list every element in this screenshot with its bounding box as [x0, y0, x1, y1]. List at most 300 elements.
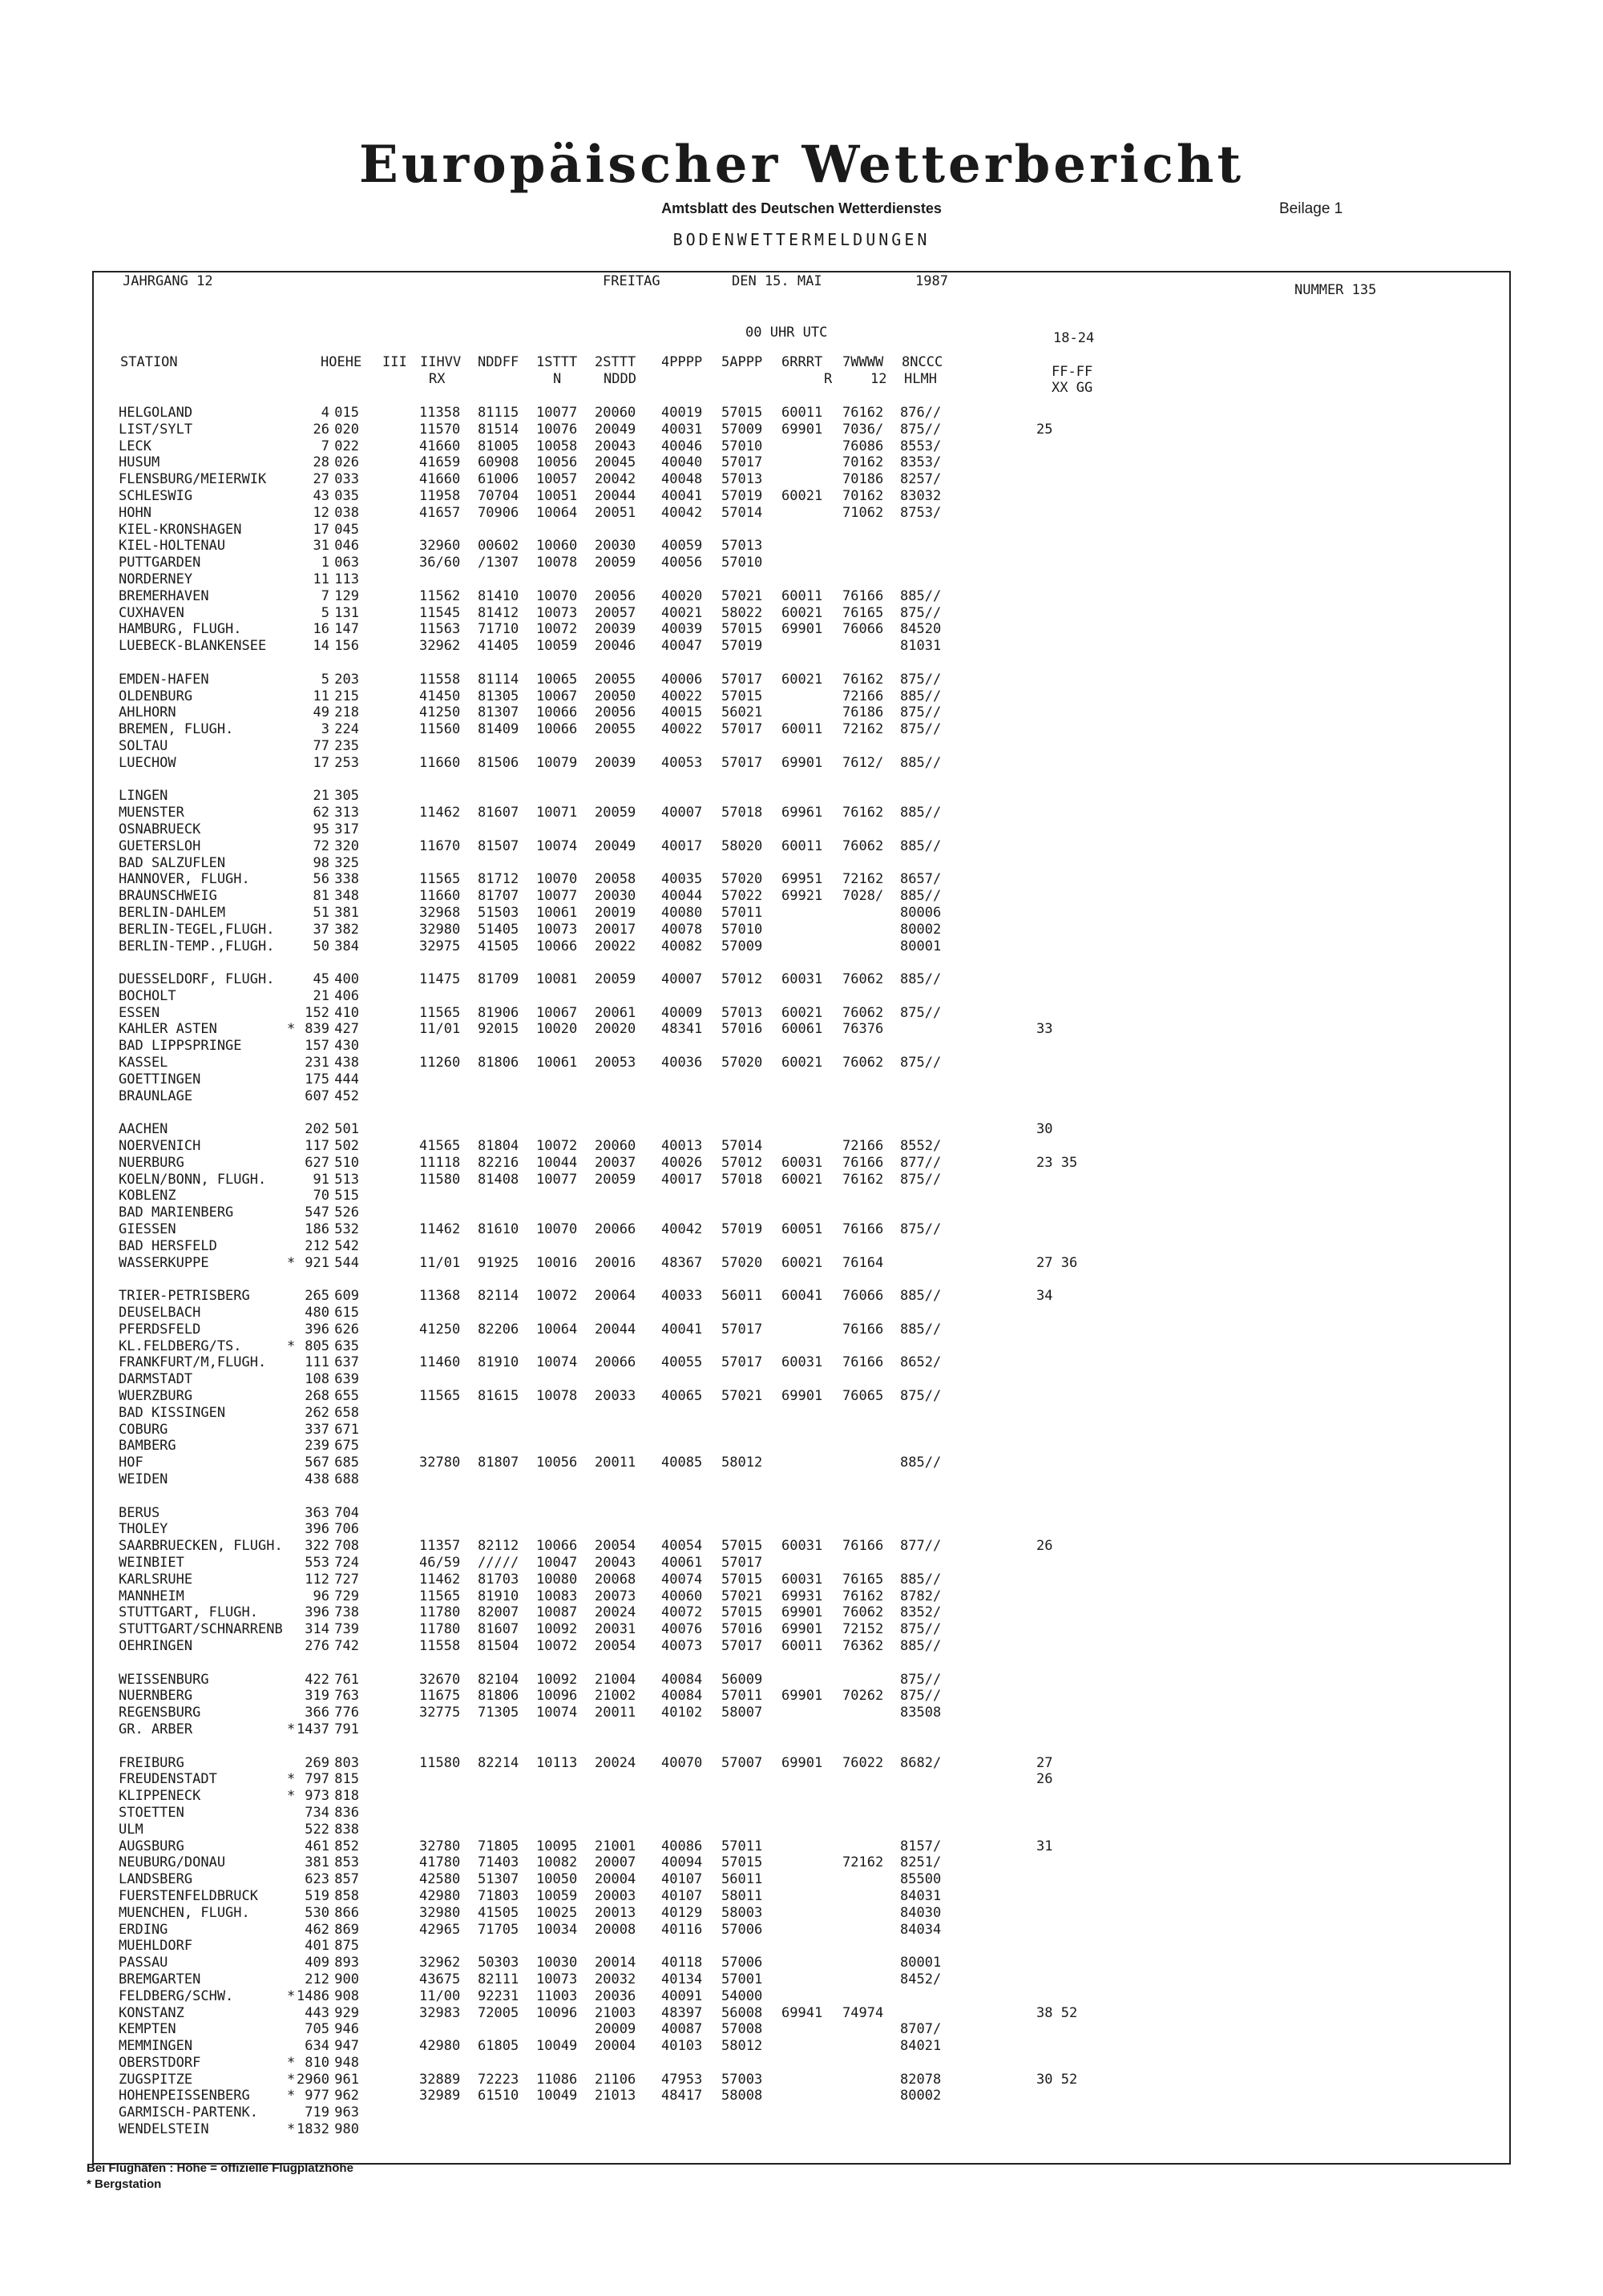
nccc8-cell: 885// [900, 1321, 942, 1338]
sttt1-cell: 10025 [536, 1904, 578, 1921]
iii-cell: 727 [334, 1571, 359, 1588]
hoehe-cell: 396 [305, 1604, 329, 1621]
pppp4-cell: 40022 [661, 721, 703, 738]
sttt2-cell: 20007 [595, 1854, 636, 1871]
sttt1-cell: 10064 [536, 1321, 578, 1338]
nccc8-cell: 875// [900, 1688, 942, 1705]
wwww7-cell: 76166 [842, 1154, 884, 1171]
hoehe-cell: 231 [305, 1055, 329, 1071]
iihvv-cell: 46/59 [419, 1554, 461, 1571]
hoehe-cell: 314 [305, 1621, 329, 1638]
nddff-cell: 81610 [478, 1221, 519, 1238]
iihvv-cell: 11118 [419, 1154, 461, 1171]
nddff-cell: 51307 [478, 1871, 519, 1888]
hoehe-cell: 95 [313, 821, 329, 837]
nddff-cell: 82007 [478, 1604, 519, 1621]
hoehe-cell: 462 [305, 1921, 329, 1938]
wwww7-cell: 7028/ [842, 888, 884, 905]
iihvv-cell: 11570 [419, 421, 461, 438]
nccc8-cell: 84021 [900, 2038, 942, 2055]
appp5-cell: 57021 [721, 587, 763, 604]
iihvv-cell: 11560 [419, 721, 461, 738]
hoehe-cell: 111 [305, 1354, 329, 1371]
col-8nccc-sub: HLMH [904, 371, 937, 387]
iii-cell: 724 [334, 1554, 359, 1571]
pppp4-cell: 40094 [661, 1854, 703, 1871]
station-name-cell: BAMBERG [119, 1438, 176, 1455]
ff-gg-cell: 33 [1036, 1021, 1053, 1038]
nddff-cell: 71805 [478, 1838, 519, 1854]
pppp4-cell: 40006 [661, 671, 703, 688]
iii-cell: 542 [334, 1237, 359, 1254]
iihvv-cell: 11462 [419, 1571, 461, 1588]
nccc8-cell: 8553/ [900, 438, 942, 454]
iii-cell: 384 [334, 938, 359, 954]
nddff-cell: 81115 [478, 405, 519, 421]
col-2sttt-sub: NDDD [604, 371, 636, 387]
pppp4-cell: 40019 [661, 405, 703, 421]
iihvv-cell: 32780 [419, 1838, 461, 1854]
sttt1-cell: 10020 [536, 1021, 578, 1038]
wwww7-cell: 7036/ [842, 421, 884, 438]
appp5-cell: 56009 [721, 1671, 763, 1688]
iihvv-cell: 32962 [419, 638, 461, 655]
iii-cell: 381 [334, 904, 359, 921]
wwww7-cell: 70186 [842, 471, 884, 488]
nccc8-cell: 8257/ [900, 471, 942, 488]
nddff-cell: 82111 [478, 1971, 519, 1987]
pppp4-cell: 40017 [661, 837, 703, 854]
nccc8-cell: 875// [900, 1004, 942, 1021]
iihvv-cell: 32775 [419, 1705, 461, 1721]
rrrt6-cell: 60011 [781, 837, 823, 854]
nccc8-cell: 83032 [900, 487, 942, 504]
pppp4-cell: 40134 [661, 1971, 703, 1987]
appp5-cell: 57010 [721, 921, 763, 938]
rrrt6-cell: 69901 [781, 1604, 823, 1621]
nddff-cell: 50303 [478, 1955, 519, 1971]
pppp4-cell: 40031 [661, 421, 703, 438]
station-name-cell: KASSEL [119, 1055, 168, 1071]
mountain-marker-cell: * [287, 1721, 296, 1737]
sttt2-cell: 20058 [595, 871, 636, 888]
rrrt6-cell: 69951 [781, 871, 823, 888]
mountain-marker-cell: * [287, 2088, 296, 2104]
sttt1-cell: 10066 [536, 721, 578, 738]
ff-gg-cell: 25 [1036, 421, 1053, 438]
hoehe-cell: 51 [313, 904, 329, 921]
station-name-cell: NOERVENICH [119, 1138, 201, 1155]
nddff-cell: 81712 [478, 871, 519, 888]
iii-cell: 020 [334, 421, 359, 438]
mountain-marker-cell: * [287, 1771, 296, 1788]
hoehe-cell: 1 [321, 555, 329, 571]
col-7wwww-sub: 12 [870, 371, 887, 387]
station-name-cell: CUXHAVEN [119, 604, 184, 621]
pppp4-cell: 40118 [661, 1955, 703, 1971]
pppp4-cell: 40073 [661, 1637, 703, 1654]
station-name-cell: FELDBERG/SCHW. [119, 1987, 234, 2004]
hoehe-cell: 117 [305, 1138, 329, 1155]
nddff-cell: 81615 [478, 1388, 519, 1405]
hoehe-cell: 269 [305, 1754, 329, 1771]
nddff-cell: 81307 [478, 704, 519, 721]
nddff-cell: 81910 [478, 1354, 519, 1371]
sttt2-cell: 20016 [595, 1254, 636, 1271]
col-iihvv: IIHVV [420, 354, 462, 370]
hoehe-cell: 409 [305, 1955, 329, 1971]
hoehe-cell: 734 [305, 1804, 329, 1821]
appp5-cell: 57013 [721, 538, 763, 555]
station-name-cell: COBURG [119, 1421, 168, 1438]
iii-cell: 444 [334, 1071, 359, 1087]
appp5-cell: 58012 [721, 1455, 763, 1471]
nddff-cell: 81906 [478, 1004, 519, 1021]
iihvv-cell: 11558 [419, 1637, 461, 1654]
station-name-cell: HELGOLAND [119, 405, 193, 421]
station-name-cell: GR. ARBER [119, 1721, 193, 1737]
appp5-cell: 58007 [721, 1705, 763, 1721]
pppp4-cell: 40039 [661, 621, 703, 638]
nccc8-cell: 82078 [900, 2071, 942, 2088]
hoehe-cell: 212 [305, 1237, 329, 1254]
pppp4-cell: 40042 [661, 504, 703, 521]
hoehe-cell: 91 [313, 1171, 329, 1188]
pppp4-cell: 40048 [661, 471, 703, 488]
iihvv-cell: 11260 [419, 1055, 461, 1071]
sttt2-cell: 20011 [595, 1705, 636, 1721]
iihvv-cell: 32980 [419, 921, 461, 938]
sttt2-cell: 20008 [595, 1921, 636, 1938]
iihvv-cell: 41450 [419, 688, 461, 704]
iii-cell: 688 [334, 1471, 359, 1487]
sttt1-cell: 10072 [536, 1637, 578, 1654]
hoehe-cell: 7 [321, 587, 329, 604]
station-name-cell: ERDING [119, 1921, 168, 1938]
nddff-cell: 61805 [478, 2038, 519, 2055]
nccc8-cell: 8353/ [900, 454, 942, 471]
iii-cell: 338 [334, 871, 359, 888]
hoehe-cell: 461 [305, 1838, 329, 1854]
appp5-cell: 57016 [721, 1621, 763, 1638]
nddff-cell: /1307 [478, 555, 519, 571]
sttt1-cell: 10080 [536, 1571, 578, 1588]
hoehe-cell: 567 [305, 1455, 329, 1471]
sttt1-cell: 10078 [536, 555, 578, 571]
iii-cell: 962 [334, 2088, 359, 2104]
pppp4-cell: 40017 [661, 1171, 703, 1188]
iii-cell: 320 [334, 837, 359, 854]
station-name-cell: HUSUM [119, 454, 160, 471]
nccc8-cell: 80001 [900, 1955, 942, 1971]
sttt2-cell: 20017 [595, 921, 636, 938]
sttt2-cell: 20032 [595, 1971, 636, 1987]
nddff-cell: 71305 [478, 1705, 519, 1721]
mountain-marker-cell: * [287, 1788, 296, 1805]
station-name-cell: BAD LIPPSPRINGE [119, 1038, 242, 1055]
sttt2-cell: 20014 [595, 1955, 636, 1971]
sttt2-cell: 20059 [595, 555, 636, 571]
iii-cell: 639 [334, 1371, 359, 1388]
nccc8-cell: 81031 [900, 638, 942, 655]
mountain-marker-cell: * [287, 2121, 296, 2138]
hoehe-cell: 401 [305, 1938, 329, 1955]
iihvv-cell: 11/00 [419, 1987, 461, 2004]
sttt2-cell: 20003 [595, 1887, 636, 1904]
iihvv-cell: 41659 [419, 454, 461, 471]
station-name-cell: FREUDENSTADT [119, 1771, 217, 1788]
hoehe-cell: 45 [313, 971, 329, 988]
appp5-cell: 58020 [721, 837, 763, 854]
hoehe-cell: 522 [305, 1821, 329, 1838]
nddff-cell: 81305 [478, 688, 519, 704]
iii-cell: 615 [334, 1305, 359, 1322]
iihvv-cell: 11675 [419, 1688, 461, 1705]
wwww7-cell: 76162 [842, 1588, 884, 1604]
iihvv-cell: 11580 [419, 1754, 461, 1771]
rrrt6-cell: 60011 [781, 1637, 823, 1654]
col-1sttt-sub: N [553, 371, 562, 387]
hoehe-cell: 31 [313, 538, 329, 555]
hoehe-cell: 627 [305, 1154, 329, 1171]
station-name-cell: SAARBRUECKEN, FLUGH. [119, 1538, 283, 1555]
sttt2-cell: 20055 [595, 721, 636, 738]
hoehe-cell: 77 [313, 737, 329, 754]
hoehe-cell: 973 [305, 1788, 329, 1805]
nddff-cell: 92231 [478, 1987, 519, 2004]
station-name-cell: BAD HERSFELD [119, 1237, 217, 1254]
hoehe-cell: 37 [313, 921, 329, 938]
hoehe-cell: 265 [305, 1288, 329, 1305]
sttt1-cell: 10076 [536, 421, 578, 438]
hoehe-cell: 108 [305, 1371, 329, 1388]
hoehe-cell: 319 [305, 1688, 329, 1705]
pppp4-cell: 48367 [661, 1254, 703, 1271]
hoehe-cell: 322 [305, 1538, 329, 1555]
issue-number: NUMMER 135 [1294, 282, 1377, 298]
appp5-cell: 57017 [721, 1637, 763, 1654]
sttt1-cell: 10070 [536, 587, 578, 604]
hoehe-cell: 3 [321, 721, 329, 738]
hoehe-cell: 21 [313, 987, 329, 1004]
station-name-cell: STUTTGART, FLUGH. [119, 1604, 258, 1621]
iihvv-cell: 11660 [419, 754, 461, 771]
ff-gg-cell: 26 [1036, 1538, 1053, 1555]
wwww7-cell: 76162 [842, 1171, 884, 1188]
iihvv-cell: 11660 [419, 888, 461, 905]
sttt2-cell: 20031 [595, 1621, 636, 1638]
col-7wwww: 7WWWW [842, 354, 884, 370]
sttt1-cell: 10066 [536, 938, 578, 954]
sttt2-cell: 20039 [595, 621, 636, 638]
rrrt6-cell: 60011 [781, 721, 823, 738]
iii-cell: 893 [334, 1955, 359, 1971]
nccc8-cell: 8682/ [900, 1754, 942, 1771]
iii-cell: 502 [334, 1138, 359, 1155]
pppp4-cell: 40074 [661, 1571, 703, 1588]
nddff-cell: 51405 [478, 921, 519, 938]
rrrt6-cell: 69961 [781, 805, 823, 821]
appp5-cell: 57015 [721, 405, 763, 421]
nddff-cell: 51503 [478, 904, 519, 921]
nddff-cell: 00602 [478, 538, 519, 555]
station-name-cell: HAMBURG, FLUGH. [119, 621, 242, 638]
hoehe-cell: 443 [305, 2004, 329, 2021]
sttt2-cell: 20055 [595, 671, 636, 688]
sttt2-cell: 20059 [595, 805, 636, 821]
iii-cell: 218 [334, 704, 359, 721]
pppp4-cell: 40040 [661, 454, 703, 471]
wwww7-cell: 76162 [842, 671, 884, 688]
rrrt6-cell: 69901 [781, 421, 823, 438]
observation-time: 00 UHR UTC [745, 325, 828, 341]
pppp4-cell: 48417 [661, 2088, 703, 2104]
iii-cell: 532 [334, 1221, 359, 1238]
nccc8-cell: 875// [900, 1621, 942, 1638]
station-name-cell: BRAUNLAGE [119, 1087, 193, 1104]
col-nddff: NDDFF [478, 354, 519, 370]
sttt2-cell: 20020 [595, 1021, 636, 1038]
sttt1-cell: 10072 [536, 1138, 578, 1155]
iii-cell: 015 [334, 405, 359, 421]
nccc8-cell: 877// [900, 1538, 942, 1555]
appp5-cell: 57015 [721, 1538, 763, 1555]
nccc8-cell: 885// [900, 1571, 942, 1588]
hoehe-cell: 547 [305, 1204, 329, 1221]
pppp4-cell: 40059 [661, 538, 703, 555]
hoehe-cell: 366 [305, 1705, 329, 1721]
appp5-cell: 57014 [721, 1138, 763, 1155]
wwww7-cell: 76022 [842, 1754, 884, 1771]
nddff-cell: 71403 [478, 1854, 519, 1871]
station-name-cell: LECK [119, 438, 151, 454]
iihvv-cell: 11565 [419, 871, 461, 888]
pppp4-cell: 40086 [661, 1838, 703, 1854]
nddff-cell: 81514 [478, 421, 519, 438]
ff-gg-cell: 27 [1036, 1754, 1053, 1771]
nccc8-cell: 8251/ [900, 1854, 942, 1871]
iii-cell: 655 [334, 1388, 359, 1405]
iii-cell: 253 [334, 754, 359, 771]
sttt2-cell: 21004 [595, 1671, 636, 1688]
hoehe-cell: 16 [313, 621, 329, 638]
station-name-cell: KL.FELDBERG/TS. [119, 1338, 242, 1354]
appp5-cell: 57009 [721, 938, 763, 954]
station-name-cell: HOHN [119, 504, 151, 521]
station-name-cell: KOELN/BONN, FLUGH. [119, 1171, 267, 1188]
iii-cell: 900 [334, 1971, 359, 1987]
appp5-cell: 57006 [721, 1955, 763, 1971]
sttt2-cell: 20042 [595, 471, 636, 488]
wwww7-cell: 76166 [842, 1538, 884, 1555]
sttt2-cell: 20057 [595, 604, 636, 621]
iihvv-cell: 32670 [419, 1671, 461, 1688]
sttt2-cell: 20044 [595, 1321, 636, 1338]
iii-cell: 156 [334, 638, 359, 655]
station-name-cell: PASSAU [119, 1955, 168, 1971]
appp5-cell: 54000 [721, 1987, 763, 2004]
sttt2-cell: 20030 [595, 538, 636, 555]
appp5-cell: 57020 [721, 1254, 763, 1271]
iii-cell: 729 [334, 1588, 359, 1604]
wwww7-cell: 76376 [842, 1021, 884, 1038]
nccc8-cell: 885// [900, 1455, 942, 1471]
nccc8-cell: 8707/ [900, 2021, 942, 2038]
pppp4-cell: 48397 [661, 2004, 703, 2021]
sttt1-cell: 10049 [536, 2088, 578, 2104]
station-name-cell: KIEL-KRONSHAGEN [119, 521, 242, 538]
sttt1-cell: 10066 [536, 1538, 578, 1555]
wwww7-cell: 76162 [842, 805, 884, 821]
pppp4-cell: 40020 [661, 587, 703, 604]
nddff-cell: 70906 [478, 504, 519, 521]
hoehe-cell: 157 [305, 1038, 329, 1055]
wwww7-cell: 76166 [842, 1221, 884, 1238]
iii-cell: 325 [334, 854, 359, 871]
iii-cell: 427 [334, 1021, 359, 1038]
station-name-cell: BERLIN-TEGEL,FLUGH. [119, 921, 275, 938]
pppp4-cell: 40055 [661, 1354, 703, 1371]
sttt2-cell: 20060 [595, 1138, 636, 1155]
nddff-cell: 81005 [478, 438, 519, 454]
sttt2-cell: 20043 [595, 1554, 636, 1571]
pppp4-cell: 40065 [661, 1388, 703, 1405]
wwww7-cell: 76166 [842, 1321, 884, 1338]
iii-cell: 063 [334, 555, 359, 571]
iii-cell: 026 [334, 454, 359, 471]
appp5-cell: 58022 [721, 604, 763, 621]
sttt2-cell: 20004 [595, 2038, 636, 2055]
station-name-cell: FUERSTENFELDBRUCK [119, 1887, 258, 1904]
iihvv-cell: 11562 [419, 587, 461, 604]
iihvv-cell: 11958 [419, 487, 461, 504]
station-name-cell: TRIER-PETRISBERG [119, 1288, 250, 1305]
nddff-cell: 81709 [478, 971, 519, 988]
hoehe-cell: 839 [305, 1021, 329, 1038]
hoehe-cell: 519 [305, 1887, 329, 1904]
hoehe-cell: 2960 [297, 2071, 329, 2088]
nddff-cell: 92015 [478, 1021, 519, 1038]
iii-cell: 742 [334, 1637, 359, 1654]
sttt2-cell: 20024 [595, 1754, 636, 1771]
station-name-cell: KAHLER ASTEN [119, 1021, 217, 1038]
iihvv-cell: 32962 [419, 1955, 461, 1971]
col-ff: FF-FF [1052, 364, 1093, 380]
nccc8-cell: 83508 [900, 1705, 942, 1721]
pppp4-cell: 40082 [661, 938, 703, 954]
appp5-cell: 57010 [721, 555, 763, 571]
iii-cell: 738 [334, 1604, 359, 1621]
station-name-cell: MUENSTER [119, 805, 184, 821]
iii-cell: 704 [334, 1504, 359, 1521]
nccc8-cell: 8652/ [900, 1354, 942, 1371]
station-name-cell: LIST/SYLT [119, 421, 193, 438]
iii-cell: 708 [334, 1538, 359, 1555]
iii-cell: 035 [334, 487, 359, 504]
hoehe-cell: 202 [305, 1121, 329, 1138]
hoehe-cell: 26 [313, 421, 329, 438]
station-name-cell: ESSEN [119, 1004, 160, 1021]
nddff-cell: 71803 [478, 1887, 519, 1904]
sttt1-cell: 10060 [536, 538, 578, 555]
ff-gg-cell: 30 52 [1036, 2071, 1078, 2088]
iihvv-cell: 11780 [419, 1621, 461, 1638]
wwww7-cell: 76062 [842, 1004, 884, 1021]
nddff-cell: 81507 [478, 837, 519, 854]
station-name-cell: KEMPTEN [119, 2021, 176, 2038]
extra-period: 18-24 [1053, 330, 1095, 346]
rrrt6-cell: 69901 [781, 754, 823, 771]
